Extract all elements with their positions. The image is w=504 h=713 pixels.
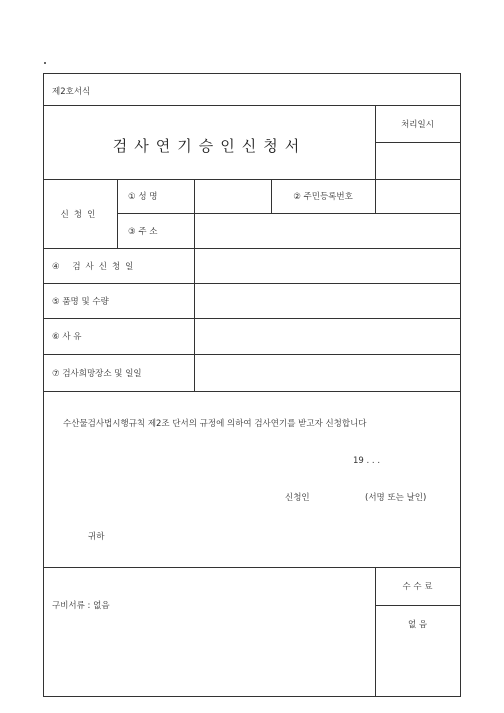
item-quantity-label: ⑤ 품명 및 수량 xyxy=(52,296,109,307)
reason-label: ⑥ 사 유 xyxy=(52,332,82,342)
date-line: 19 . . . xyxy=(353,456,381,466)
applicant-label: 신청인 xyxy=(60,209,101,220)
fee-value: 없 음 xyxy=(407,620,428,630)
divider xyxy=(44,391,460,392)
inspection-date-label: ④ 검사신청일 xyxy=(52,261,139,272)
form-title: 검사연기승인신청서 xyxy=(112,136,307,155)
address-label: ③ 주 소 xyxy=(128,226,158,237)
stray-mark xyxy=(44,62,46,64)
application-statement: 수산물검사법시행규칙 제2조 단서의 규정에 의하여 검사연기를 받고자 신청합니다 xyxy=(63,419,367,429)
fee-label: 수 수 료 xyxy=(402,582,433,592)
attachments-note: 구비서류 : 없음 xyxy=(52,601,110,611)
divider xyxy=(375,179,376,213)
desired-place-date-label: ⑦ 검사희망장소 및 일일 xyxy=(52,368,142,379)
addressee: 귀하 xyxy=(88,532,105,542)
divider xyxy=(44,318,460,319)
signature-note: (서명 또는 날인) xyxy=(365,493,427,503)
form-number: 제2호서식 xyxy=(52,87,91,97)
divider xyxy=(117,213,460,214)
divider xyxy=(194,179,195,391)
resident-number-label: ② 주민등록번호 xyxy=(293,192,353,202)
divider xyxy=(117,179,118,248)
signature-label: 신청인 xyxy=(285,493,310,503)
divider xyxy=(375,142,460,143)
processing-period-label: 처리일시 xyxy=(401,119,434,130)
application-form xyxy=(43,73,461,697)
name-label: ① 성 명 xyxy=(128,192,158,202)
